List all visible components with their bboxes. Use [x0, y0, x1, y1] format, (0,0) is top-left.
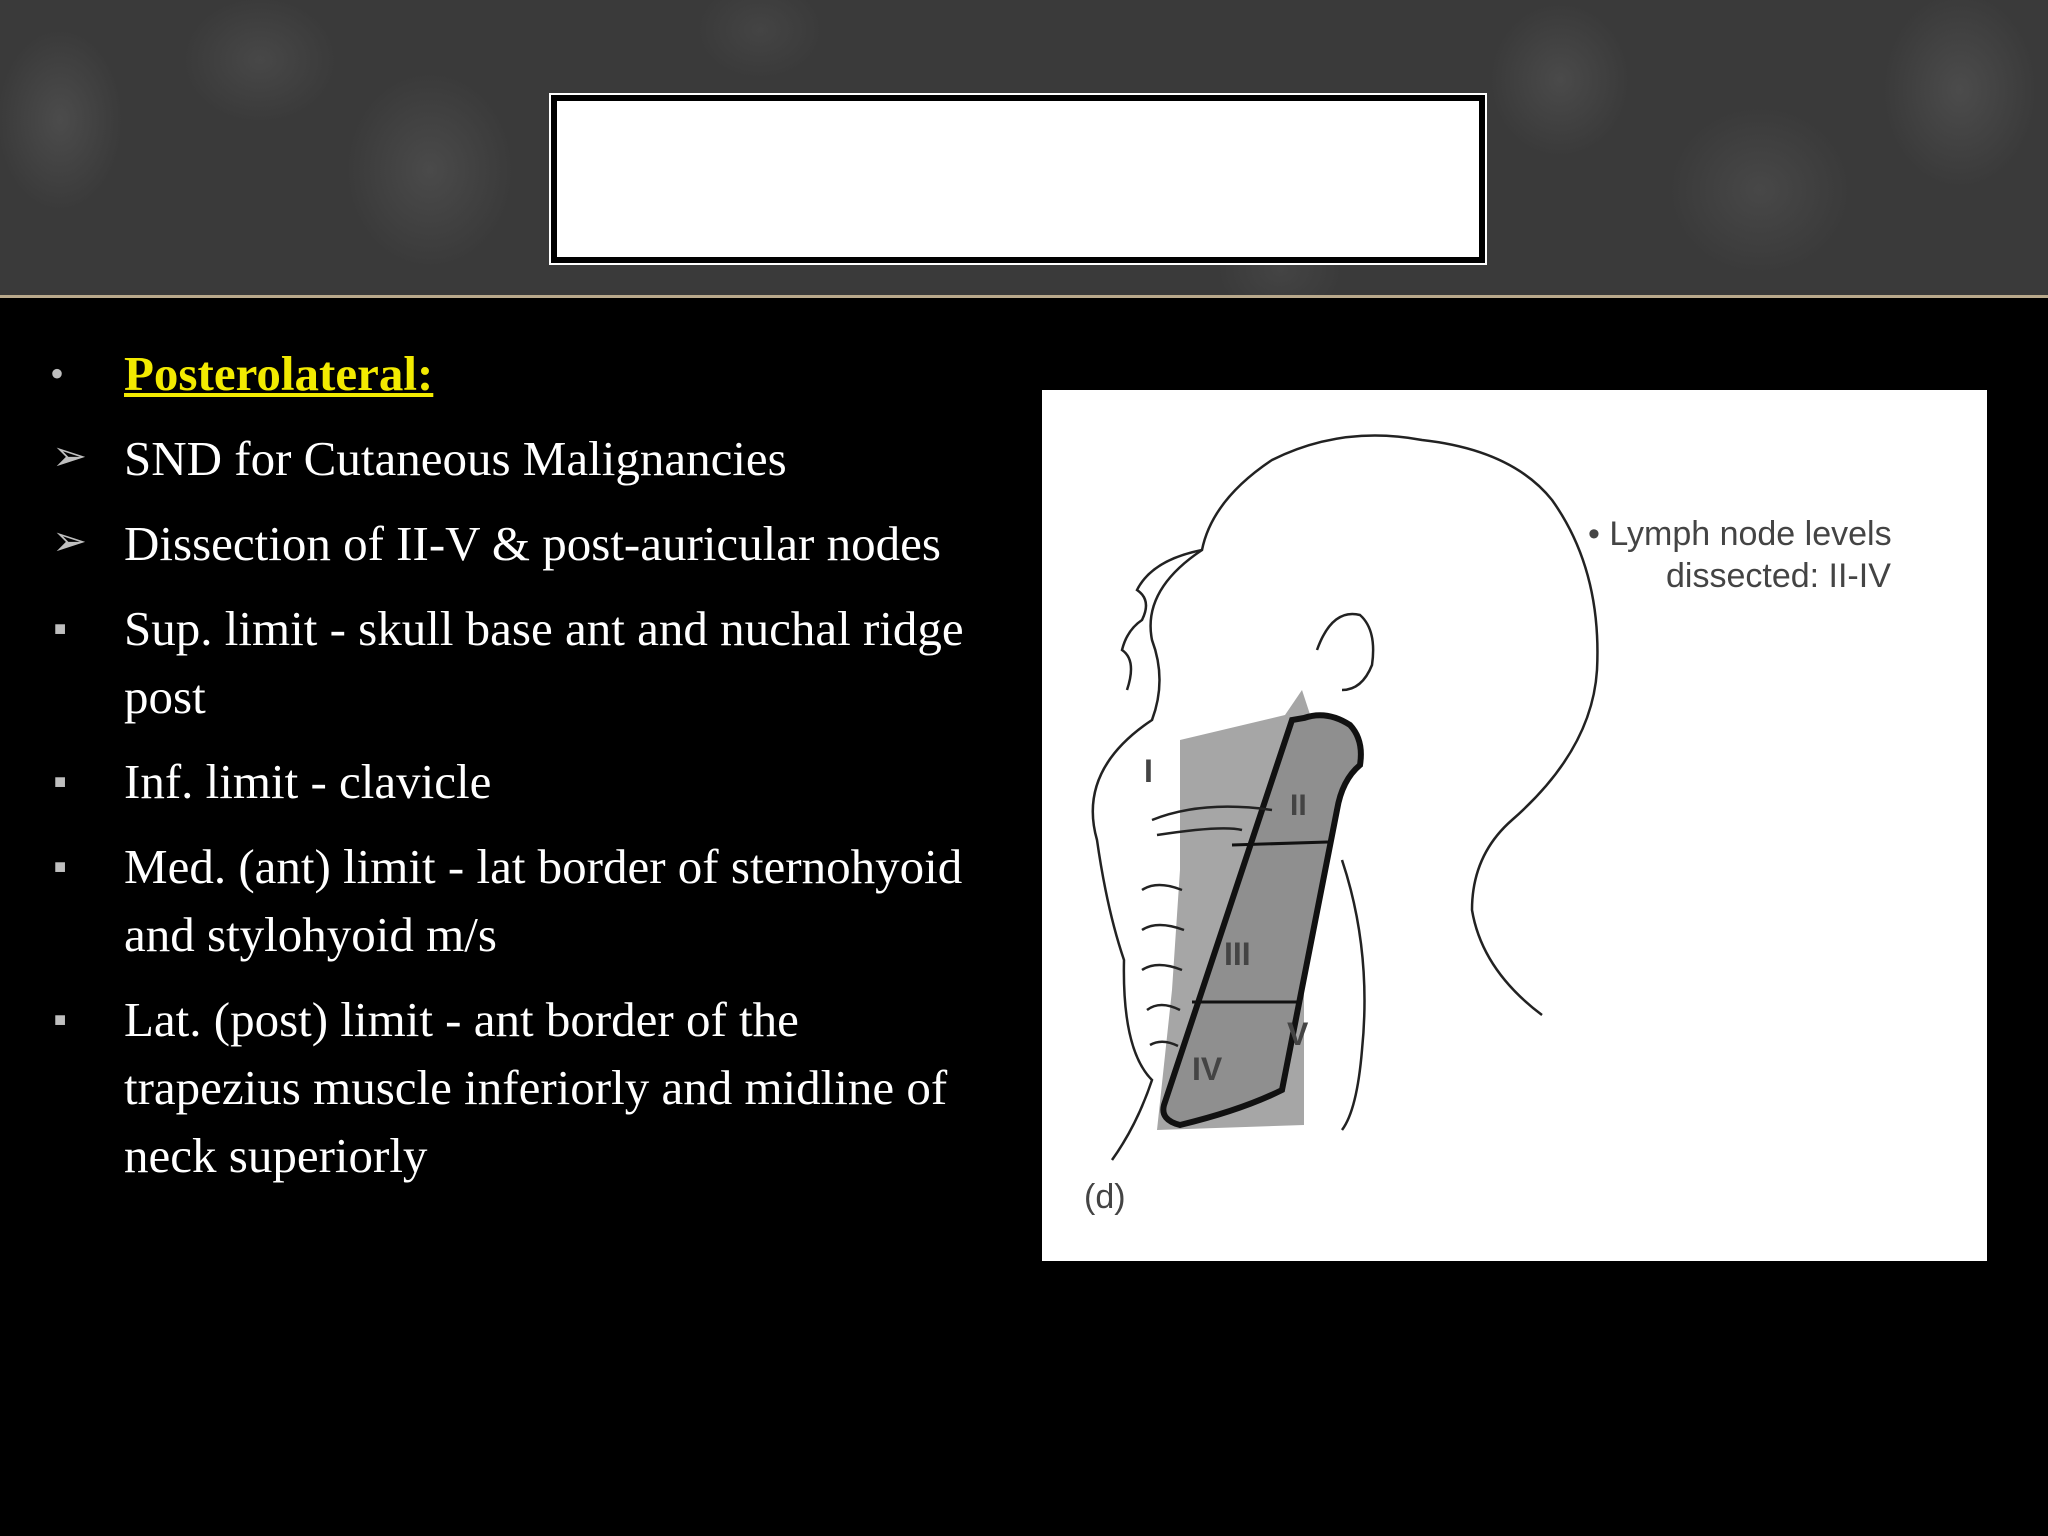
bullet-text: Dissection of II-V & post-auricular nodes: [124, 516, 941, 571]
square-bullet-icon: ■: [54, 618, 67, 640]
panel-label: (d): [1084, 1178, 1126, 1216]
bullet-text: Med. (ant) limit - lat border of sternohyoid and stylohyoid m/s: [124, 839, 963, 962]
square-bullet-icon: ■: [54, 1009, 67, 1031]
neck-diagram-svg: [1042, 390, 1987, 1261]
bullet-dot-icon: •: [50, 351, 65, 396]
list-item: [40, 748, 980, 816]
list-item: [40, 986, 980, 1190]
bullet-text: Lat. (post) limit - ant border of the trapezius muscle inferiorly and midline of neck superiorly: [124, 992, 948, 1183]
neck-dissection-figure: [1042, 390, 1987, 1261]
face-profile: [1122, 550, 1202, 690]
legend-line-1: • Lymph node levels: [1588, 515, 1892, 553]
square-bullet-icon: ■: [54, 856, 67, 878]
bullet-list: [40, 340, 980, 1207]
header-divider: [0, 295, 2048, 298]
list-item: [40, 833, 980, 969]
section-heading: Posterolateral:: [124, 346, 434, 401]
arrow-bullet-icon: ➢: [52, 434, 88, 480]
trapezius-line: [1342, 860, 1365, 1130]
level-label-iv: IV: [1192, 1051, 1223, 1087]
bullet-text: Inf. limit - clavicle: [124, 754, 492, 809]
list-item: [40, 595, 980, 731]
list-item: [40, 510, 980, 578]
bullet-text: SND for Cutaneous Malignancies: [124, 431, 787, 486]
slide-title: [557, 101, 1479, 257]
square-bullet-icon: ■: [54, 771, 67, 793]
list-item: [40, 340, 980, 408]
level-label-iii: III: [1224, 936, 1251, 972]
arrow-bullet-icon: ➢: [52, 519, 88, 565]
bullet-text: Sup. limit - skull base ant and nuchal ridge post: [124, 601, 964, 724]
title-placeholder: [549, 93, 1487, 265]
list-item: [40, 425, 980, 493]
level-label-v: V: [1287, 1016, 1309, 1052]
level-label-i: I: [1144, 753, 1153, 789]
level-label-ii: II: [1290, 789, 1307, 822]
legend-line-2: dissected: II-IV: [1666, 557, 1891, 595]
